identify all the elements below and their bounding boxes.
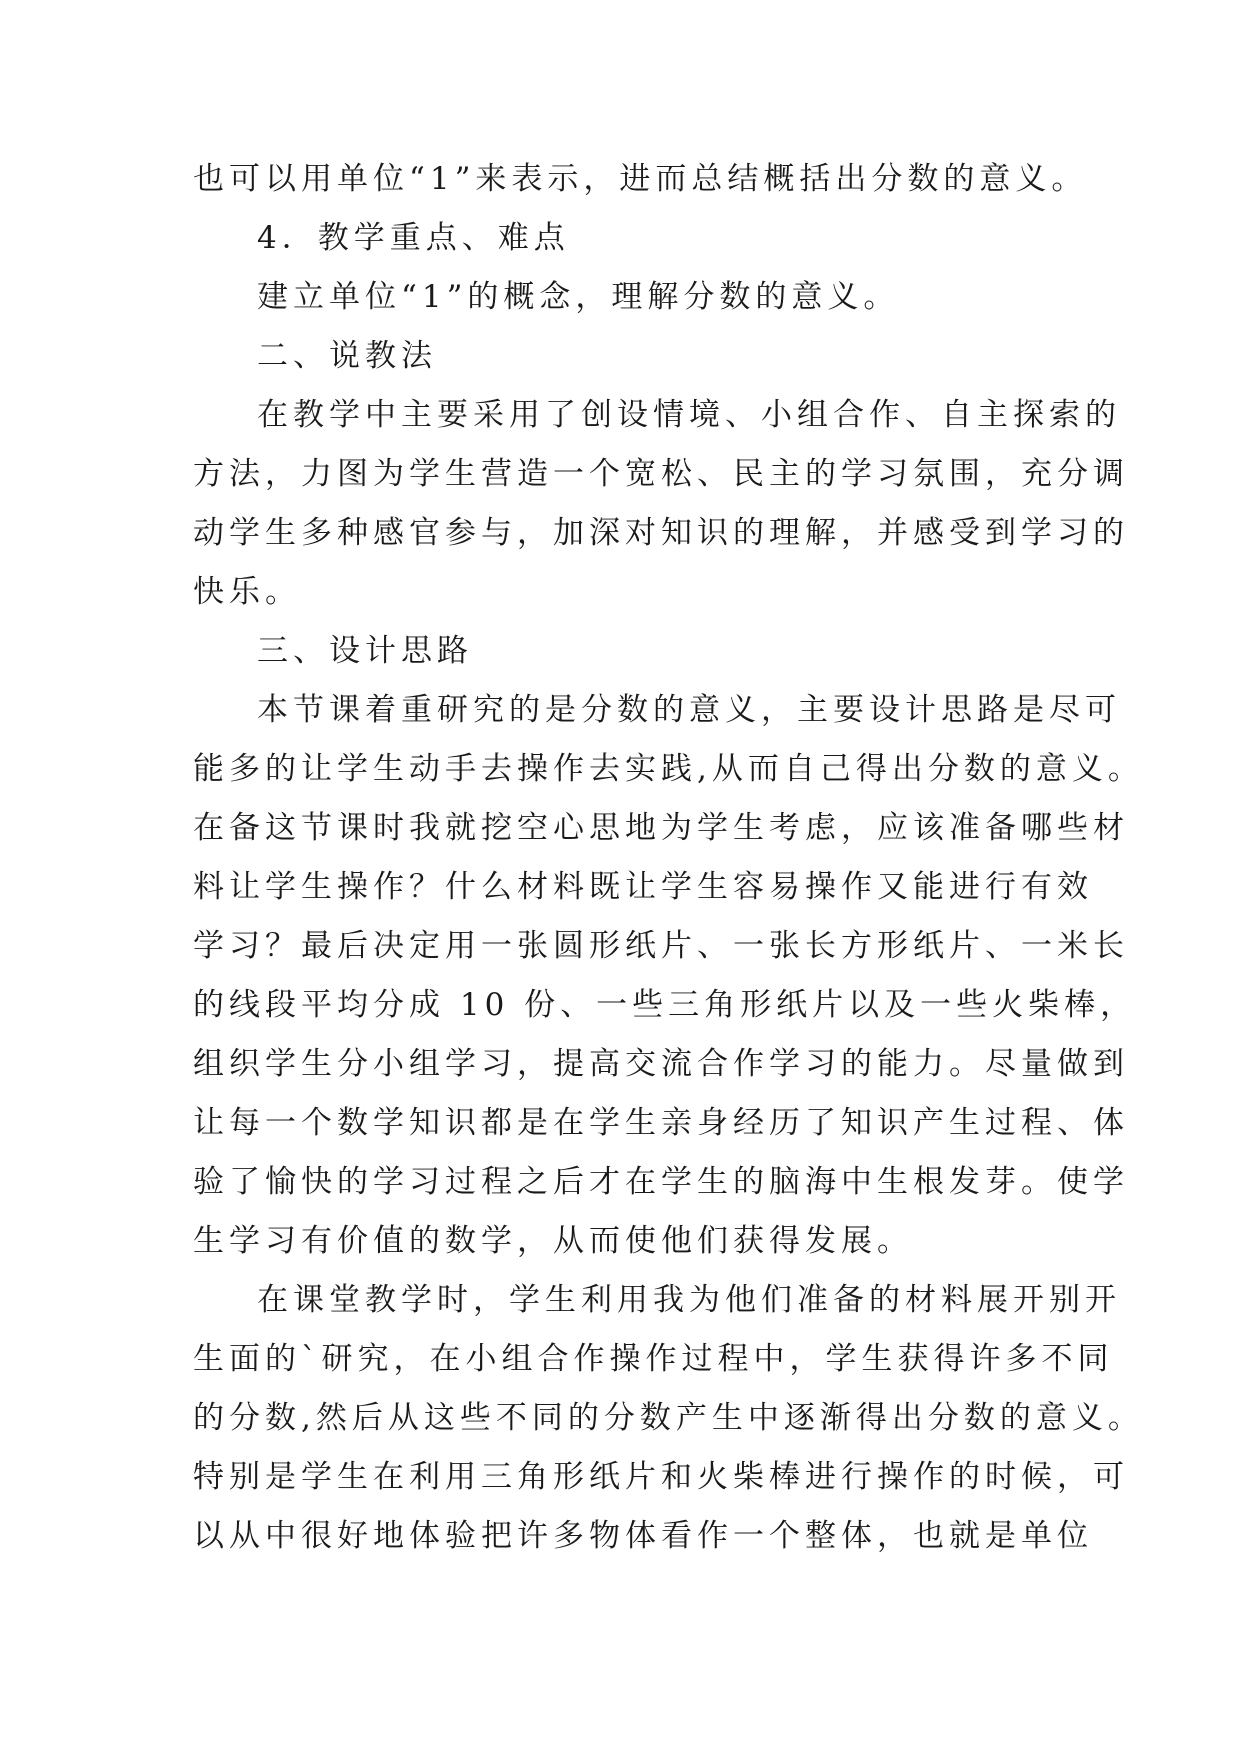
text-line: 能多的让学生动手去操作去实践,从而自己得出分数的意义。 xyxy=(193,751,1144,787)
text-line: 本节课着重研究的是分数的意义，主要设计思路是尽可 xyxy=(257,692,1121,728)
text-line: 学习？最后决定用一张圆形纸片、一张长方形纸片、一米长 xyxy=(193,928,1129,964)
text-line: 在备这节课时我就挖空心思地为学生考虑，应该准备哪些材 xyxy=(193,810,1129,846)
text-line: 生面的`研究，在小组合作操作过程中，学生获得许多不同 xyxy=(193,1341,1114,1377)
text-line: 动学生多种感官参与，加深对知识的理解，并感受到学习的 xyxy=(193,515,1129,551)
text-line: 快乐。 xyxy=(193,574,301,610)
text-line: 二、说教法 xyxy=(257,338,437,374)
text-line: 特别是学生在利用三角形纸片和火柴棒进行操作的时候，可 xyxy=(193,1459,1129,1495)
text-line: 也可以用单位“1”来表示，进而总结概括出分数的意义。 xyxy=(193,161,1088,197)
text-line: 在课堂教学时，学生利用我为他们准备的材料展开别开 xyxy=(257,1282,1121,1318)
text-line: 方法，力图为学生营造一个宽松、民主的学习氛围，充分调 xyxy=(193,456,1129,492)
text-line: 组织学生分小组学习，提高交流合作学习的能力。尽量做到 xyxy=(193,1046,1129,1082)
text-line: 在教学中主要采用了创设情境、小组合作、自主探索的 xyxy=(257,397,1121,433)
text-line: 让每一个数学知识都是在学生亲身经历了知识产生过程、体 xyxy=(193,1105,1129,1141)
text-line: 的分数,然后从这些不同的分数产生中逐渐得出分数的意义。 xyxy=(193,1400,1144,1436)
text-line: 生学习有价值的数学，从而使他们获得发展。 xyxy=(193,1223,913,1259)
text-line: 三、设计思路 xyxy=(257,633,473,669)
text-line: 验了愉快的学习过程之后才在学生的脑海中生根发芽。使学 xyxy=(193,1164,1129,1200)
text-line: 料让学生操作？什么材料既让学生容易操作又能进行有效 xyxy=(193,869,1093,905)
text-line: 以从中很好地体验把许多物体看作一个整体，也就是单位 xyxy=(193,1518,1093,1554)
text-line: 4．教学重点、难点 xyxy=(257,220,570,256)
text-line: 的线段平均分成 10 份、一些三角形纸片以及一些火柴棒， xyxy=(193,987,1137,1023)
text-line: 建立单位“1”的概念，理解分数的意义。 xyxy=(257,279,900,315)
document-body xyxy=(193,150,1144,1566)
